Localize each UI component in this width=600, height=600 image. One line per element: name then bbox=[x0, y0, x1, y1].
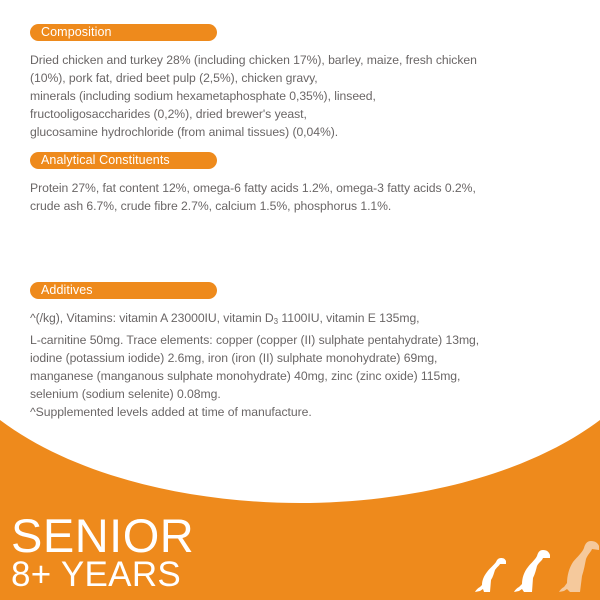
additives-line-part: 1100IU, vitamin E 135mg, bbox=[278, 311, 420, 325]
life-stage-title: SENIOR bbox=[11, 509, 195, 562]
additives-footnote: ^Supplemented levels added at time of manufacture. bbox=[30, 405, 312, 419]
analytical-constituents-text bbox=[30, 179, 590, 215]
additives-line: iodine (potassium iodide) 2.6mg, iron (iron (II) sulphate monohydrate) 69mg, bbox=[30, 351, 438, 365]
analytical-constituents-section bbox=[30, 152, 590, 215]
composition-line: (10%), pork fat, dried beet pulp (2,5%), chicken gravy, bbox=[30, 71, 318, 85]
analytical-constituents-heading: Analytical Constituents bbox=[30, 152, 217, 169]
subscript: 3 bbox=[273, 317, 279, 326]
dog-adult-icon bbox=[514, 550, 550, 592]
additives-heading: Additives bbox=[30, 282, 217, 299]
composition-section bbox=[30, 24, 590, 141]
analytical-line: crude ash 6.7%, crude fibre 2.7%, calcium 1.5%, phosphorus 1.1%. bbox=[30, 199, 392, 213]
life-stage-subtitle: 8+ YEARS bbox=[11, 555, 182, 594]
additives-line: L-carnitine 50mg. Trace elements: copper (copper (II) sulphate pentahydrate) 13mg, bbox=[30, 333, 480, 347]
composition-line: glucosamine hydrochloride (from animal tissues) (0,04%). bbox=[30, 125, 339, 139]
additives-line: selenium (sodium selenite) 0.08mg. bbox=[30, 387, 221, 401]
dog-senior-icon bbox=[559, 541, 599, 592]
life-stage-dogs bbox=[460, 540, 600, 595]
composition-line: minerals (including sodium hexametaphosphate 0,35%), linseed, bbox=[30, 89, 376, 103]
composition-line: fructooligosaccharides (0,2%), dried brewer's yeast, bbox=[30, 107, 307, 121]
composition-text bbox=[30, 51, 590, 141]
dog-puppy-icon bbox=[475, 558, 506, 592]
composition-heading: Composition bbox=[30, 24, 217, 41]
composition-line: Dried chicken and turkey 28% (including chicken 17%), barley, maize, fresh chicken bbox=[30, 53, 477, 67]
analytical-line: Protein 27%, fat content 12%, omega-6 fatty acids 1.2%, omega-3 fatty acids 0.2%, bbox=[30, 181, 476, 195]
additives-line-part: ^(/kg), Vitamins: vitamin A 23000IU, vitamin D bbox=[30, 311, 274, 325]
additives-line bbox=[30, 309, 590, 331]
additives-line: manganese (manganous sulphate monohydrate) 40mg, zinc (zinc oxide) 115mg, bbox=[30, 369, 461, 383]
